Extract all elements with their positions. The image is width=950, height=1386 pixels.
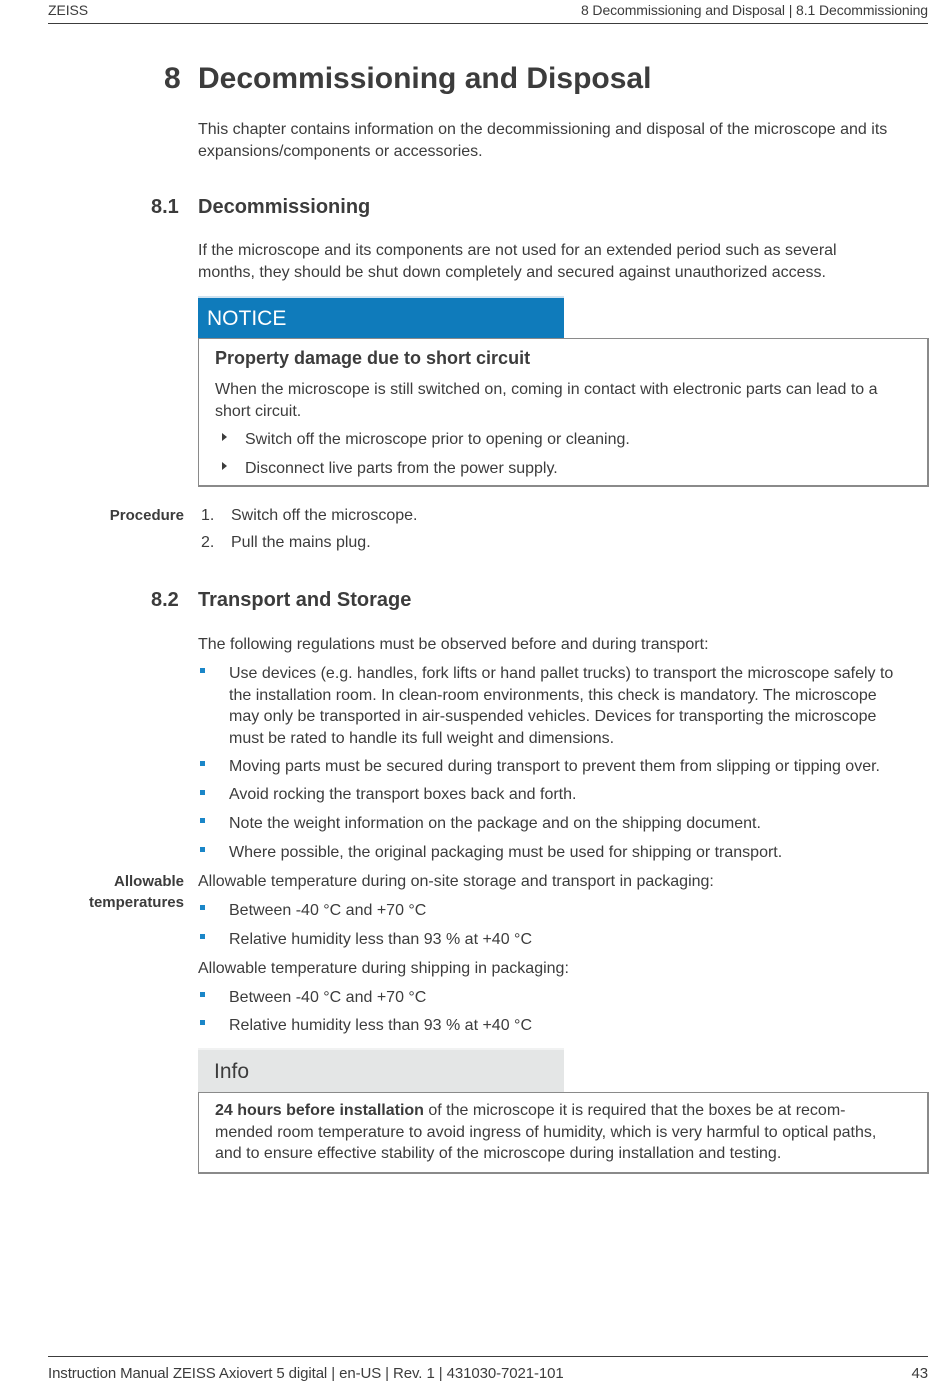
step-text: Pull the mains plug.: [231, 534, 371, 551]
list-item: Where possible, the original packaging must be used for shipping or transport.: [229, 844, 783, 861]
section-number: 8.2: [151, 589, 179, 611]
info-line-rest: of the microscope it is required that the boxes be at recom-: [423, 1102, 846, 1119]
notice-text: [215, 379, 925, 422]
chapter-title: Decommissioning and Disposal: [198, 62, 652, 95]
notice-action: Switch off the microscope prior to opening or cleaning.: [245, 431, 630, 448]
footer-text: Instruction Manual ZEISS Axiovert 5 digital | en-US | Rev. 1 | 431030-7021-101: [48, 1365, 564, 1382]
procedure-label: Procedure: [109, 507, 184, 524]
bullet-icon: [200, 847, 205, 852]
section-text-line: months, they should be shut down completely and secured against unauthorized access.: [198, 263, 826, 281]
list-item-line: the installation room. In clean-room environments, this check is mandatory. The microscope: [229, 686, 877, 704]
list-item: Moving parts must be secured during transport to prevent them from slipping or tipping over.: [229, 758, 880, 775]
section-text: [198, 240, 928, 283]
shipping-intro: Allowable temperature during shipping in packaging:: [198, 960, 569, 977]
bullet-icon: [200, 818, 205, 823]
info-line: [215, 1100, 925, 1122]
info-label: Info: [198, 1048, 564, 1092]
chapter-intro: [198, 119, 928, 162]
step-text: Switch off the microscope.: [231, 507, 418, 524]
info-line: and to ensure effective stability of the microscope during installation and testing.: [215, 1145, 782, 1162]
notice-label: NOTICE: [198, 296, 564, 338]
bullet-icon: [200, 668, 205, 673]
chapter-intro-line: This chapter contains information on the decommissioning and disposal of the microscope and its: [198, 121, 888, 138]
list-item: Avoid rocking the transport boxes back and forth.: [229, 786, 577, 803]
chapter-number: 8: [164, 62, 181, 95]
step-number: 1.: [201, 507, 215, 524]
step-number: 2.: [201, 534, 215, 551]
section-title: Decommissioning: [198, 196, 371, 218]
header-breadcrumb: 8 Decommissioning and Disposal | 8.1 Decommissioning: [580, 2, 928, 18]
list-item: Relative humidity less than 93 % at +40 °C: [229, 1017, 532, 1034]
header-divider: [48, 23, 928, 24]
section-intro: The following regulations must be observed before and during transport:: [198, 636, 709, 653]
bullet-icon: [200, 1020, 205, 1025]
section-number: 8.1: [151, 196, 179, 218]
list-item-line: must be rated to handle its full weight and dimensions.: [229, 729, 615, 747]
list-item: Between -40 °C and +70 °C: [229, 989, 427, 1006]
temperatures-label-line: Allowable: [113, 873, 184, 890]
page-number: 43: [911, 1365, 928, 1382]
list-item: Note the weight information on the package and on the shipping document.: [229, 815, 761, 832]
list-item-line: Use devices (e.g. handles, fork lifts or hand pallet trucks) to transport the microscope safely to: [229, 665, 894, 682]
chapter-intro-line: expansions/components or accessories.: [198, 142, 483, 160]
notice-action: Disconnect live parts from the power supply.: [245, 460, 558, 477]
notice-title: Property damage due to short circuit: [215, 348, 531, 368]
section-title: Transport and Storage: [198, 589, 412, 611]
action-arrow-icon: [222, 433, 227, 441]
bullet-icon: [200, 934, 205, 939]
info-text: [215, 1100, 925, 1165]
header-brand: ZEISS: [48, 2, 88, 18]
notice-text-line: When the microscope is still switched on, coming in contact with electronic parts can lead to a: [215, 381, 878, 398]
list-item: [229, 663, 929, 749]
footer-divider: [48, 1356, 928, 1357]
temperatures-label: [89, 871, 184, 913]
storage-intro: Allowable temperature during on-site storage and transport in packaging:: [198, 873, 714, 890]
bullet-icon: [200, 905, 205, 910]
info-line: mended room temperature to avoid ingress of humidity, which is very harmful to optical paths,: [215, 1123, 877, 1141]
temperatures-label-line: temperatures: [88, 894, 184, 911]
list-item: Between -40 °C and +70 °C: [229, 902, 427, 919]
bullet-icon: [200, 761, 205, 766]
action-arrow-icon: [222, 462, 227, 470]
bullet-icon: [200, 790, 205, 795]
bullet-icon: [200, 992, 205, 997]
info-bold: 24 hours before installation: [215, 1102, 424, 1119]
list-item: Relative humidity less than 93 % at +40 °C: [229, 931, 532, 948]
section-text-line: If the microscope and its components are not used for an extended period such as several: [198, 242, 837, 259]
notice-text-line: short circuit.: [215, 402, 302, 420]
list-item-line: may only be transported in air-suspended vehicles. Devices for transporting the microscope: [229, 708, 877, 725]
